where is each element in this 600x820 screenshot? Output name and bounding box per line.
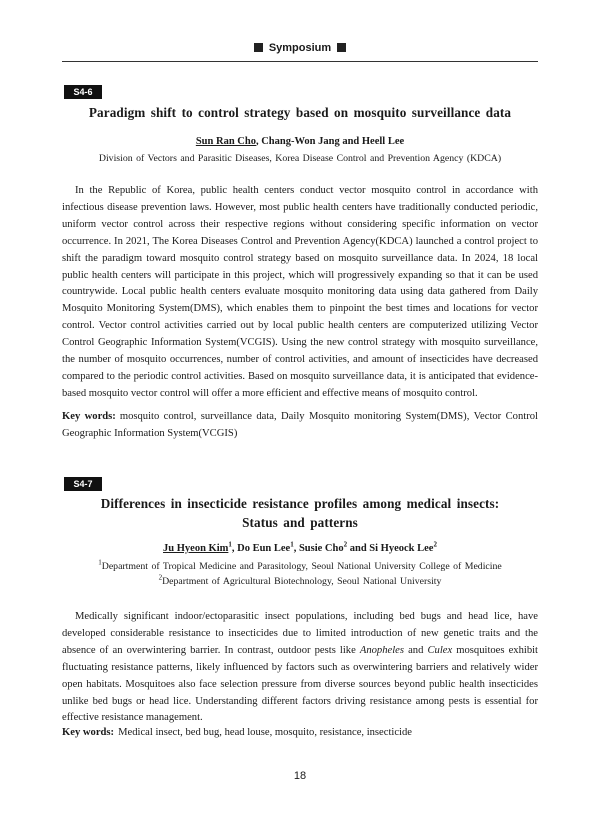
section-header <box>0 42 600 54</box>
affiliation-marker: 2 <box>343 540 348 549</box>
affiliation-marker: 2 <box>433 540 437 549</box>
page-number: 18 <box>293 770 307 782</box>
paper-code-badge: S4-7 <box>64 477 102 491</box>
author-list <box>62 540 538 554</box>
co-author: , Do Eun Lee <box>231 543 291 554</box>
paper-title <box>62 494 538 532</box>
keywords <box>62 725 538 742</box>
abstract: Medically significant indoor/ectoparasitic insect populations, including bed bugs and head lice, have developed considerable resistance to insecticides due to limited introduction of new genetic traits and the absence of an overwintering barrier. In contrast, outdoor pests like Anopheles and Culex mosquitoes exhibit fluctuating resistance patterns, likely influenced by factors such as overwintering barriers and relatively wider open habitats. Mosquitoes also face selection pressure from diverse sources beyond public health insecticides unlike bed bugs or head lice. Understanding different factors driving resistance among pests is essential for effective resistance management. <box>62 611 539 724</box>
keywords-text: Medical insect, bed bug, head louse, mosquito, resistance, insecticide <box>118 727 412 738</box>
genus-name: Anopheles <box>359 644 404 656</box>
keywords-label: Key words: <box>62 411 116 422</box>
presenting-author: Sun Ran Cho <box>195 136 256 147</box>
keywords-text: mosquito control, surveillance data, Daily Mosquito monitoring System(DMS), Vector Control Geographic Information System(VCGIS) <box>62 411 538 439</box>
affiliation-list <box>62 559 538 589</box>
affiliation: $^1$Department of Tropical Medicine and Parasitology, Seoul National University College of Medicine <box>98 558 502 572</box>
co-authors: , Chang-Won Jang and Heell Lee <box>255 136 405 147</box>
paper-title-line: Differences in insecticide resistance profiles among medical insects: <box>100 496 500 511</box>
black-square-icon <box>254 43 263 52</box>
co-author: and Si Hyeock Lee <box>347 543 434 554</box>
paper-code-badge: S4-6 <box>64 85 102 99</box>
author-list <box>62 136 538 147</box>
keywords-label: Key words: <box>62 727 115 738</box>
paper-title: Paradigm shift to control strategy based on mosquito surveillance data <box>88 105 512 120</box>
genus-name: Culex <box>427 644 453 656</box>
header-rule <box>62 61 538 62</box>
presenting-author: Ju Hyeon Kim <box>163 543 229 554</box>
paper-title-line: Status and patterns <box>242 515 358 530</box>
keywords <box>62 409 538 443</box>
affiliation: $^2$Department of Agricultural Biotechnology, Seoul National University <box>158 573 442 587</box>
affiliation: Division of Vectors and Parasitic Diseases, Korea Disease Control and Prevention Agency (KDCA) <box>98 153 502 164</box>
affiliation-marker: 1 <box>290 540 294 549</box>
affiliation-marker: 1 <box>228 540 232 549</box>
black-square-icon <box>337 43 346 52</box>
section-title: Symposium <box>268 42 332 54</box>
abstract: In the Republic of Korea, public health centers conduct vector mosquito control in accordance with infectious disease prevention laws. However, most public health centers have traditionally conducted periodic, uniform vector control across their respective regions without considering specific information on vector occurrence. In 2021, The Korea Diseases Control and Prevention Agency(KDCA) launched a control project to shift the paradigm toward mosquito control strategy based on mosquito surveillance data. In 2024, 18 local public health centers will participate in this project, which will progressively expanding so that it can be used countrywide. Local public health centers evaluate mosquito monitoring data using data gathered from Daily Mosquito Monitoring System(DMS), which enables them to pinpoint the best times and locations for vector control. Vector control activities carried out by local public health centers are computerized utilizing Vector Control Geographic Information System(VCGIS). Using the new control strategy with mosquito surveillance, the number of mosquito occurrences, number of control activities, and amount of insecticides have decreased compared to the periodic control activities. Based on mosquito surveillance data, it is anticipated that evidence-based mosquito vector control will offer a more efficient and effective means of mosquito control. <box>62 185 538 399</box>
co-author: , Susie Cho <box>293 543 344 554</box>
